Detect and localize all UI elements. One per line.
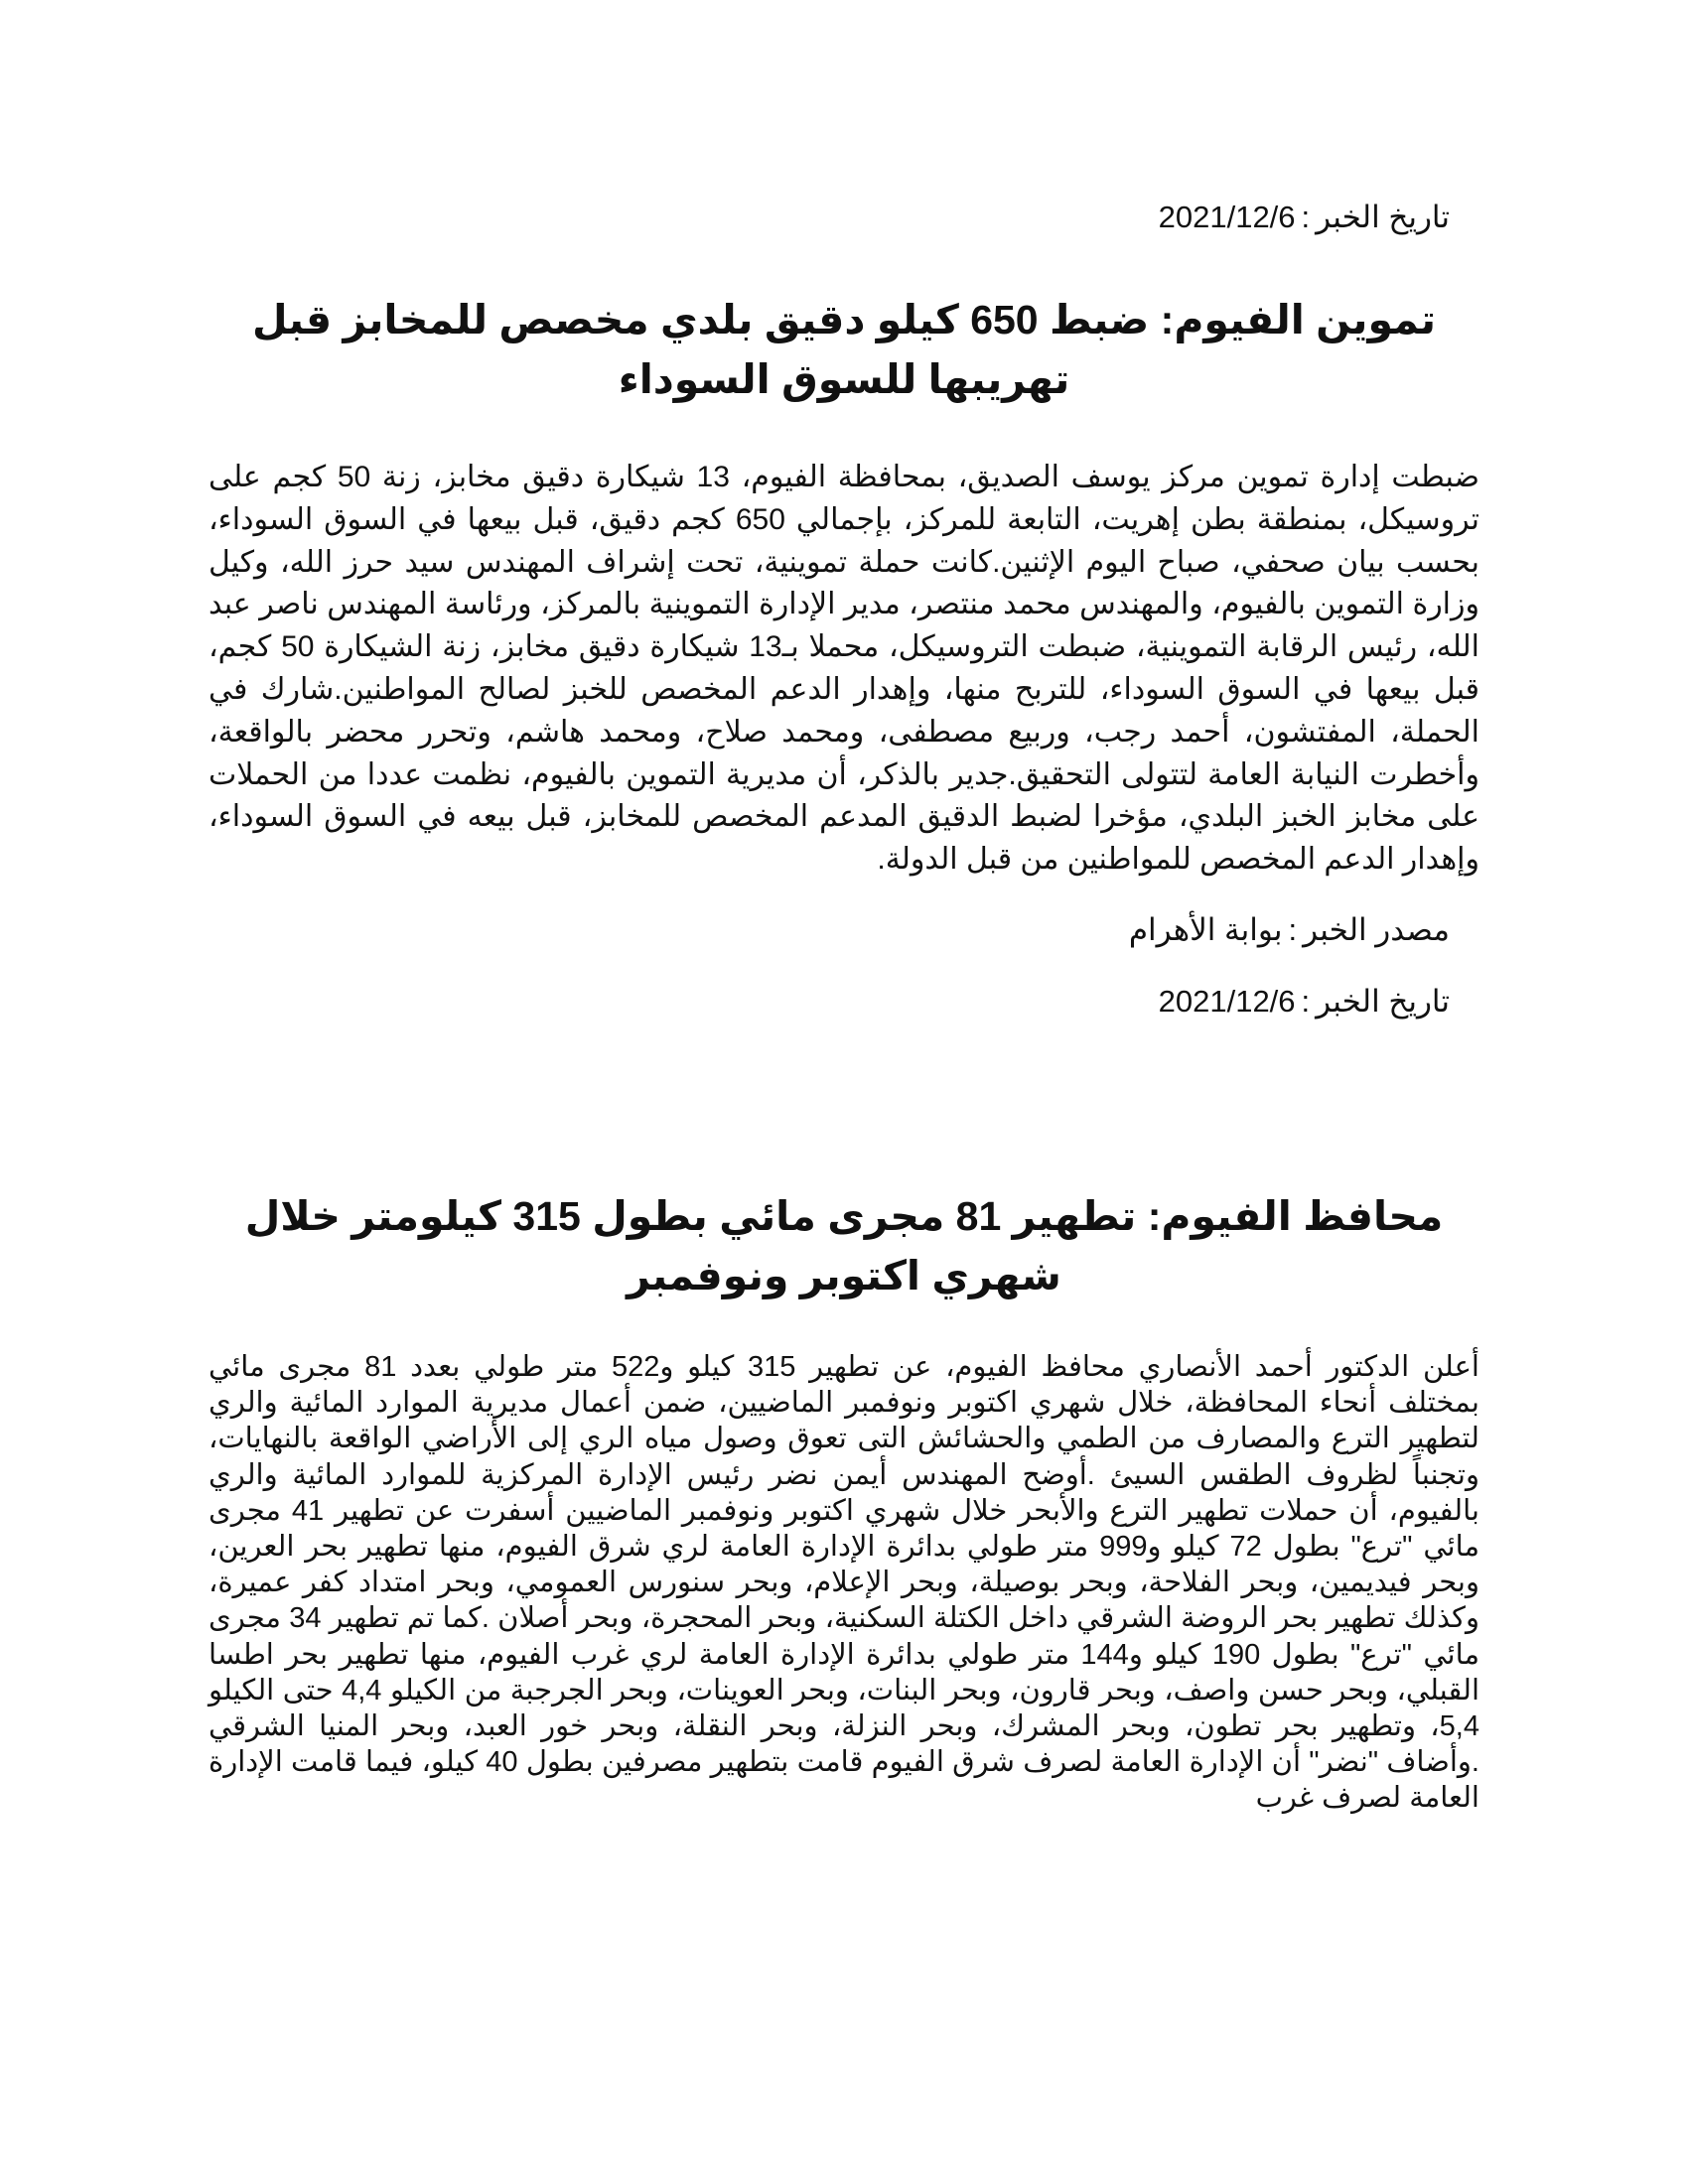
date-separator: : xyxy=(1301,200,1311,234)
news-article xyxy=(209,1186,1479,1817)
article-source xyxy=(209,907,1479,953)
date-separator: : xyxy=(1301,983,1311,1019)
article-body: ضبطت إدارة تموين مركز يوسف الصديق، بمحافظة الفيوم، 13 شيكارة دقيق مخابز، زنة 50 كجم على تروسيكل، بمنطقة بطن إهريت، التابعة للمركز، بإجمالي 650 كجم دقيق، قبل بيعها في السوق السوداء، بحسب بيان صحفي، صباح اليوم الإثنين.كانت حملة تموينية، تحت إشراف المهندس سيد حرز الله، وكيل وزارة التموين بالفيوم، والمهندس محمد منتصر، مدير الإدارة التموينية بالمركز، ورئاسة المهندس ناصر عبد الله، رئيس الرقابة التموينية، ضبطت التروسيكل، محملا بـ13 شيكارة دقيق مخابز، زنة الشيكارة 50 كجم، قبل بيعها في السوق السوداء، للتربح منها، وإهدار الدعم المخصص للخبز لصالح المواطنين.شارك في الحملة، المفتشون، أحمد رجب، وربيع مصطفى، ومحمد صلاح، ومحمد هاشم، وتحرر محضر بالواقعة، وأخطرت النيابة العامة لتتولى التحقيق.جدير بالذكر، أن مديرية التموين بالفيوم، نظمت عددا من الحملات على مخابز الخبز البلدي، مؤخرا لضبط الدقيق المدعم المخصص للمخابز، قبل بيعه في السوق السوداء، وإهدار الدعم المخصص للمواطنين من قبل الدولة. xyxy=(209,461,1480,877)
date-value: 2021/12/6 xyxy=(1158,983,1296,1019)
source-label: مصدر الخبر xyxy=(1303,911,1450,947)
date-label: تاريخ الخبر xyxy=(1316,200,1450,234)
article-body: أعلن الدكتور أحمد الأنصاري محافظ الفيوم، عن تطهير 315 كيلو و522 متر طولي بعدد 81 مجرى مائي بمختلف أنحاء المحافظة، خلال شهري اكتوبر ونوفمبر الماضيين، ضمن أعمال مديرية الموارد المائية والري لتطهير الترع والمصارف من الطمي والحشائش التى تعوق وصول مياه الري إلى الأراضي الواقعة بالنهايات، وتجنباً لظروف الطقس السيئ .أوضح المهندس أيمن نضر رئيس الإدارة المركزية للموارد المائية والري بالفيوم، أن حملات تطهير الترع والأبحر خلال شهري اكتوبر ونوفمبر الماضيين أسفرت عن تطهير 41 مجرى مائي "ترع" بطول 72 كيلو و999 متر طولي بدائرة الإدارة العامة لري شرق الفيوم، منها تطهير بحر العرين، وبحر فيديمين، وبحر الفلاحة، وبحر بوصيلة، وبحر الإعلام، وبحر سنورس العمومي، وبحر امتداد كفر عميرة، وكذلك تطهير بحر الروضة الشرقي داخل الكتلة السكنية، وبحر المحجرة، وبحر أصلان .كما تم تطهير 34 مجرى مائي "ترع" بطول 190 كيلو و144 متر طولي بدائرة الإدارة العامة لري غرب الفيوم، منها تطهير بحر اطسا القبلي، وبحر حسن واصف، وبحر قارون، وبحر البنات، وبحر العوينات، وبحر الجرجبة من الكيلو 4,4 حتى الكيلو 5,4، وتطهير بحر تطون، وبحر المشرك، وبحر النزلة، وبحر النقلة، وبحر خور العبد، وبحر المنيا الشرقي .وأضاف "نضر" أن الإدارة العامة لصرف شرق الفيوم قامت بتطهير مصرفين بطول 40 كيلو، فيما قامت الإدارة العامة لصرف غرب xyxy=(209,1351,1480,1815)
date-label: تاريخ الخبر xyxy=(1316,983,1450,1019)
article-headline: محافظ الفيوم: تطهير 81 مجرى مائي بطول 315 كيلومتر خلال شهري اكتوبر ونوفمبر xyxy=(244,1193,1444,1298)
article-headline: تموين الفيوم: ضبط 650 كيلو دقيق بلدي مخصص للمخابز قبل تهريبها للسوق السوداء xyxy=(251,297,1437,402)
news-article xyxy=(209,195,1479,1024)
article-date xyxy=(209,195,1479,240)
date-value: 2021/12/6 xyxy=(1158,200,1296,234)
source-value: بوابة الأهرام xyxy=(1128,911,1283,947)
source-separator: : xyxy=(1288,911,1298,947)
article-date-footer xyxy=(209,979,1479,1024)
